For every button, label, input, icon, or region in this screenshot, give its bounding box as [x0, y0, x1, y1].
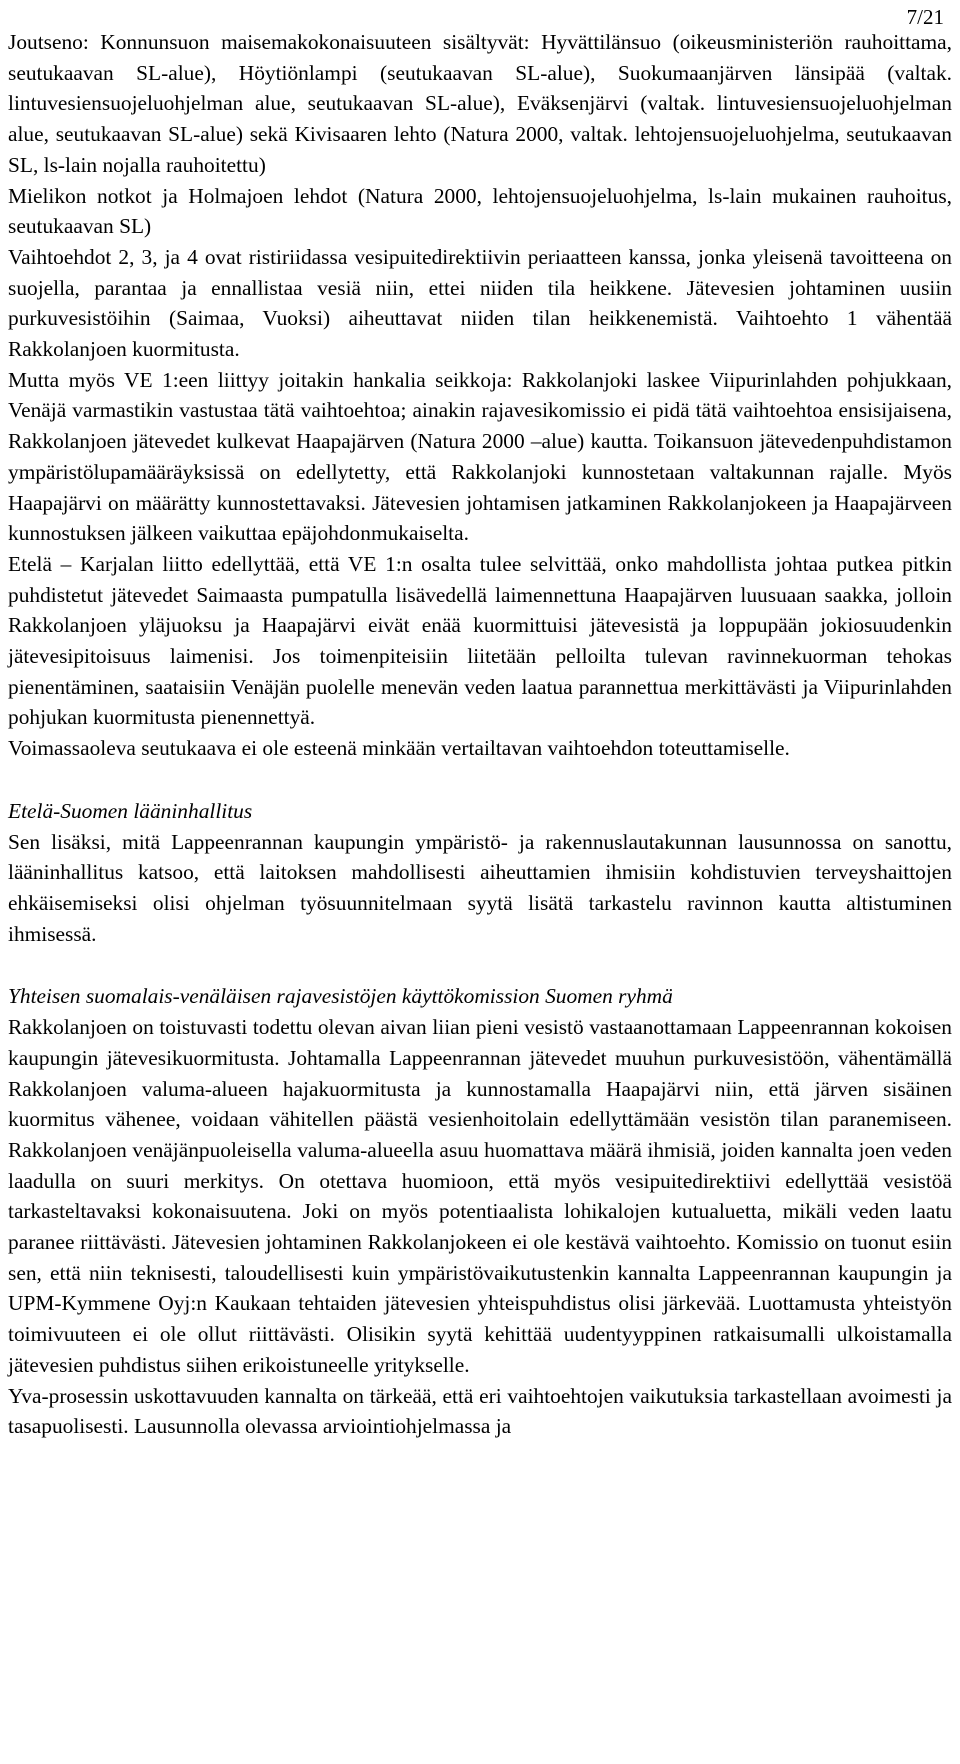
paragraph-etela-karjalan-liitto: Etelä – Karjalan liitto edellyttää, että VE 1:n osalta tulee selvittää, onko mahdollista johtaa putkea pitkin puhdistetut jätevedet Saimaasta pumpatulla lisävedellä laimennettuna Haapajärven luusuaan saakka, jolloin Rakkolanjoen yläjuoksu ja Haapajärvi eivät enää kuormittuisi jätevesistä ja loppupään jokiosuudenkin jätevesipitoisuus laimenisi. Jos toimenpiteisiin liitetään pelloilta tulevan ravinnekuorman tehokas pienentäminen, saataisiin Venäjän puolelle menevän veden laatua parannettua merkittävästi ja Viipurinlahden pohjukan kuormitusta pienennettyä. [8, 551, 952, 730]
paragraph-joutseno-protected-areas: Joutseno: Konnunsuon maisemakokonaisuuteen sisältyvät: Hyvättilänsuo (oikeusministeriön rauhoittama, seutukaavan SL-alue), Höytiönlampi (seutukaavan SL-alue), Suokumaanjärven länsipää (valtak. lintuvesiensuojeluohjelman alue, seutukaavan SL-alue), Eväksenjärvi (valtak. lintuvesiensuojeluohjelman alue, seutukaavan SL-alue) sekä Kivisaaren lehto (Natura 2000, valtak. lehtojensuojeluohjelma, seutukaavan SL, ls-lain nojalla rauhoitettu) [8, 30, 952, 177]
document-body [8, 0, 952, 1442]
section-heading-rajavesistokomissio: Yhteisen suomalais-venäläisen rajavesistöjen käyttökomission Suomen ryhmä [8, 984, 673, 1009]
page-number: 7/21 [906, 5, 944, 29]
document-page [8, 0, 952, 1442]
section-laaninhallitus [8, 796, 952, 950]
section-spacer [8, 764, 952, 796]
paragraph-seutukaava: Voimassaoleva seutukaava ei ole esteenä minkään vertailtavan vaihtoehdon toteuttamiselle. [8, 736, 790, 761]
section-heading-laaninhallitus: Etelä-Suomen lääninhallitus [8, 798, 253, 823]
section-rajavesistokomissio [8, 981, 952, 1442]
paragraph-yva-process: Yva-prosessin uskottavuuden kannalta on tärkeää, että eri vaihtoehtojen vaikutuksia tarkastellaan avoimesti ja tasapuolisesti. Lausunnolla olevassa arviointiohjelmassa ja [8, 1383, 952, 1439]
paragraph-ve1-issues: Mutta myös VE 1:een liittyy joitakin hankalia seikkoja: Rakkolanjoki laskee Viipurinlahden pohjukkaan, Venäjä varmastikin vastustaa tätä vaihtoehtoa; ainakin rajavesikomissio ei pidä tätä vaihtoehtoa ensisijaisena, Rakkolanjoen jätevedet kulkevat Haapajärven (Natura 2000 –alue) kautta. Toikansuon jätevedenpuhdistamon ympäristölupamääräyksissä on edellytetty, että Rakkolanjoki kunnostetaan valtakunnan rajalle. Myös Haapajärvi on määrätty kunnostettavaksi. Jätevesien johtamisen jatkaminen Rakkolanjokeen ja Haapajärveen kunnostuksen jälkeen vaikuttaa epäjohdonmukaiselta. [8, 367, 952, 546]
paragraph-rakkolanjoki-statement: Rakkolanjoen on toistuvasti todettu olevan aivan liian pieni vesistö vastaanottamaan Lappeenrannan kokoisen kaupungin jätevesikuormitusta. Johtamalla Lappeenrannan jätevedet muuhun purkuvesistöön, vähentämällä Rakkolanjoen valuma-alueen hajakuormitusta ja kunnostamalla Haapajärvi niin, että järven sisäinen kuormitus vähenee, voidaan vähitellen päästä vesienhoitolain edellyttämään vesistön tilan paranemiseen. Rakkolanjoen venäjänpuoleisella valuma-alueella asuu huomattava määrä ihmisiä, joiden kannalta joen veden laadulla on suuri merkitys. On otettava huomioon, että myös vesipuitedirektiivi edellyttää vesistöä tarkasteltavaksi kokonaisuutena. Joki on myös potentiaalista lohikalojen kutualuetta, mikäli veden laatu paranee riittävästi. Jätevesien johtaminen Rakkolanjokeen ei ole kestävä vaihtoehto. Komissio on tuonut esiin sen, että niin teknisesti, taloudellisesti kuin ympäristövaikutustenkin kannalta Lappeenrannan kaupungin ja UPM-Kymmene Oyj:n Kaukaan tehtaiden jätevesien yhteispuhdistus olisi järkevää. Luottamusta yhteistyön toimivuuteen ei ole ollut riittävästi. Olisikin syytä kehittää uudentyyppinen ratkaisumalli ulkoistamalla jätevesien puhdistus siihen erikoistuneelle yritykselle. [8, 1015, 952, 1377]
paragraph-alternatives-2-3-4: Vaihtoehdot 2, 3, ja 4 ovat ristiriidassa vesipuitedirektiivin periaatteen kanssa, jonka yleisenä tavoitteena on suojella, parantaa ja ennallistaa vesiä niin, ettei niiden tila heikkene. Jätevesien johtaminen uusiin purkuvesistöihin (Saimaa, Vuoksi) aiheuttavat niiden tilan heikkenemistä. Vaihtoehto 1 vähentää Rakkolanjoen kuormitusta. [8, 244, 952, 362]
section-spacer [8, 949, 952, 981]
paragraph-mielikon-notkot: Mielikon notkot ja Holmajoen lehdot (Natura 2000, lehtojensuojeluohjelma, ls-lain mukainen rauhoitus, seutukaavan SL) [8, 183, 952, 239]
paragraph-laaninhallitus-statement: Sen lisäksi, mitä Lappeenrannan kaupungin ympäristö- ja rakennuslautakunnan lausunnossa on sanottu, lääninhallitus katsoo, että laitoksen mahdollisesti aiheuttamien ihmisiin kohdistuvien terveyshaittojen ehkäisemiseksi olisi ohjelman työsuunnitelmaan syytä lisätä tarkastelu ravinnon kautta altistuminen ihmisessä. [8, 829, 952, 946]
section-joutseno-and-alternatives [8, 27, 952, 764]
